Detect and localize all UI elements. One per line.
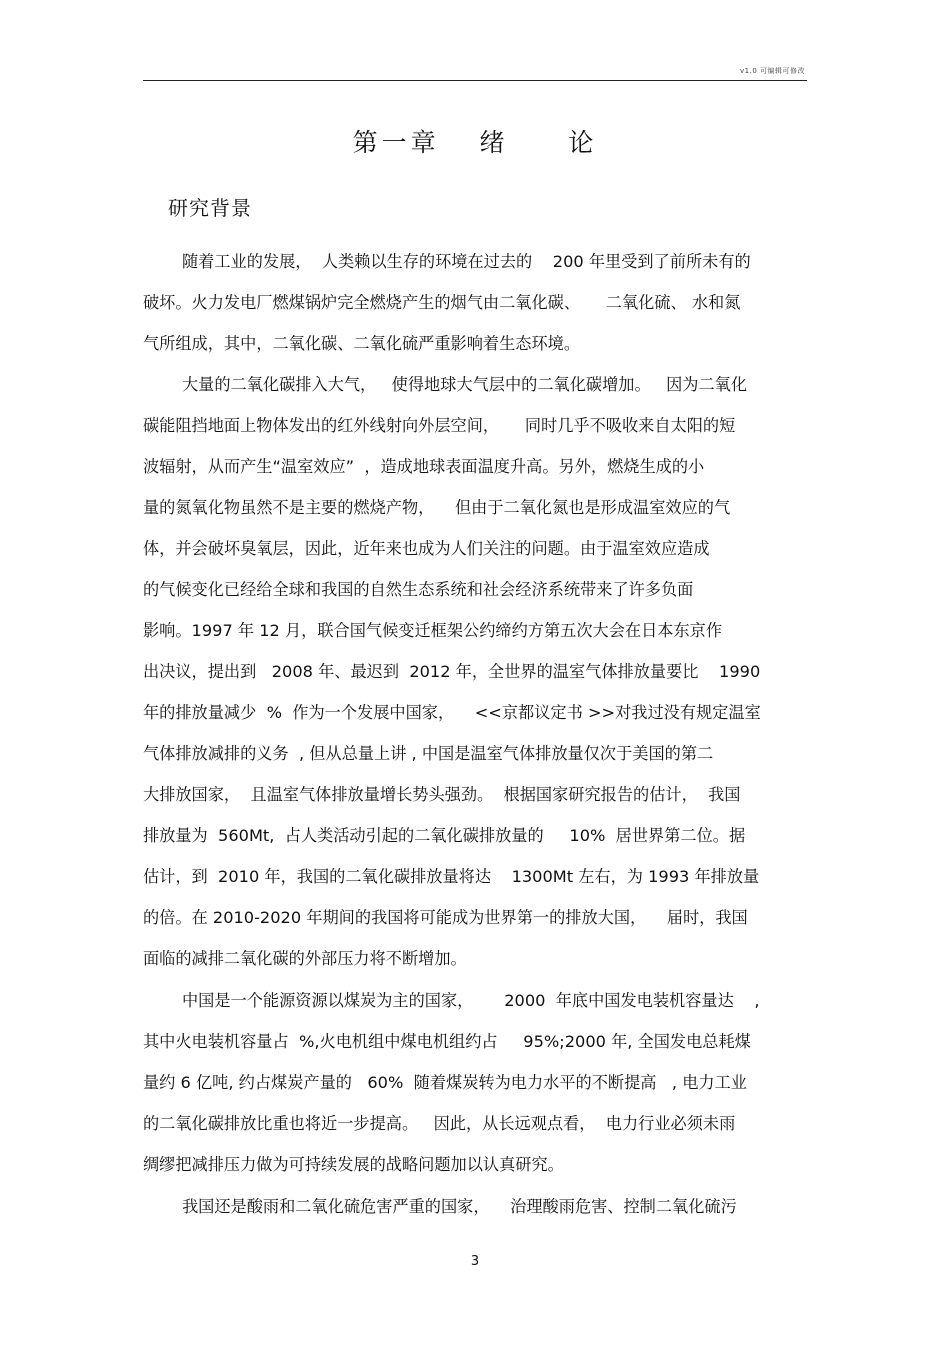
paragraph-line: 其中火电装机容量占 %,火电机组中煤电机组约占 95%;2000 年, 全国发电总耗煤 bbox=[143, 1032, 751, 1051]
paragraph-line: 破坏。火力发电厂燃煤锅炉完全燃烧产生的烟气由二氧化碳、 二氧化硫、 水和氮 bbox=[143, 293, 741, 312]
paragraph-line: 排放量为 560Mt, 占人类活动引起的二氧化碳排放量的 10% 居世界第二位。据 bbox=[143, 826, 746, 845]
paragraph-line: 量的氮氧化物虽然不是主要的燃烧产物， 但由于二氧化氮也是形成温室效应的气 bbox=[143, 498, 731, 517]
paragraph-line: 的二氧化碳排放比重也将近一步提高。 因此，从长远观点看， 电力行业必须未雨 bbox=[143, 1114, 736, 1133]
paragraph-line: 面临的减排二氧化碳的外部压力将不断增加。 bbox=[143, 949, 467, 968]
header-version-note: v1.0 可编辑可修改 bbox=[740, 67, 805, 75]
paragraph-line: 影响。1997 年 12 月，联合国气候变迁框架公约缔约方第五次大会在日本东京作 bbox=[143, 621, 723, 640]
paragraph-line: 的倍。在 2010-2020 年期间的我国将可能成为世界第一的排放大国， 届时，我国 bbox=[143, 908, 748, 927]
paragraph-line: 中国是一个能源资源以煤炭为主的国家， 2000 年底中国发电装机容量达 , bbox=[182, 991, 760, 1010]
paragraph-line: 碳能阻挡地面上物体发出的红外线射向外层空间， 同时几乎不吸收来自太阳的短 bbox=[143, 416, 736, 435]
chapter-title: 第一章 绪 论 bbox=[352, 128, 598, 157]
page-number: 3 bbox=[470, 1254, 480, 1269]
header-rule bbox=[143, 80, 807, 81]
paragraph-line: 体，并会破坏臭氧层，因此，近年来也成为人们关注的问题。由于温室效应造成 bbox=[143, 539, 710, 558]
paragraph-line: 大排放国家， 且温室气体排放量增长势头强劲。 根据国家研究报告的估计， 我国 bbox=[143, 785, 741, 804]
paragraph-line: 我国还是酸雨和二氧化硫危害严重的国家， 治理酸雨危害、控制二氧化硫污 bbox=[182, 1197, 737, 1216]
paragraph-line: 波辐射，从而产生“温室效应” ，造成地球表面温度升高。另外，燃烧生成的小 bbox=[143, 457, 705, 476]
paragraph-line: 绸缪把减排压力做为可持续发展的战略问题加以认真研究。 bbox=[143, 1155, 564, 1174]
paragraph-line: 的气候变化已经给全球和我国的自然生态系统和社会经济系统带来了许多负面 bbox=[143, 580, 694, 599]
paragraph-line: 气所组成，其中，二氧化碳、二氧化硫严重影响着生态环境。 bbox=[143, 334, 581, 353]
paragraph-line: 随着工业的发展， 人类赖以生存的环境在过去的 200 年里受到了前所未有的 bbox=[182, 252, 751, 271]
section-title: 研究背景 bbox=[168, 196, 252, 220]
paragraph-line: 出决议，提出到 2008 年、最迟到 2012 年，全世界的温室气体排放量要比 1990 bbox=[143, 662, 761, 681]
paragraph-line: 年的排放量减少 % 作为一个发展中国家， <<京都议定书 >>对我过没有规定温室 bbox=[143, 703, 761, 722]
paragraph-line: 估计，到 2010 年，我国的二氧化碳排放量将达 1300Mt 左右，为 1993 年排放量 bbox=[143, 867, 760, 886]
paragraph-line: 量约 6 亿吨, 约占煤炭产量的 60% 随着煤炭转为电力水平的不断提高 , 电力工业 bbox=[143, 1073, 747, 1092]
paragraph-line: 大量的二氧化碳排入大气， 使得地球大气层中的二氧化碳增加。 因为二氧化 bbox=[182, 375, 748, 394]
paragraph-line: 气体排放减排的义务 , 但从总量上讲 , 中国是温室气体排放量仅次于美国的第二 bbox=[143, 744, 714, 763]
